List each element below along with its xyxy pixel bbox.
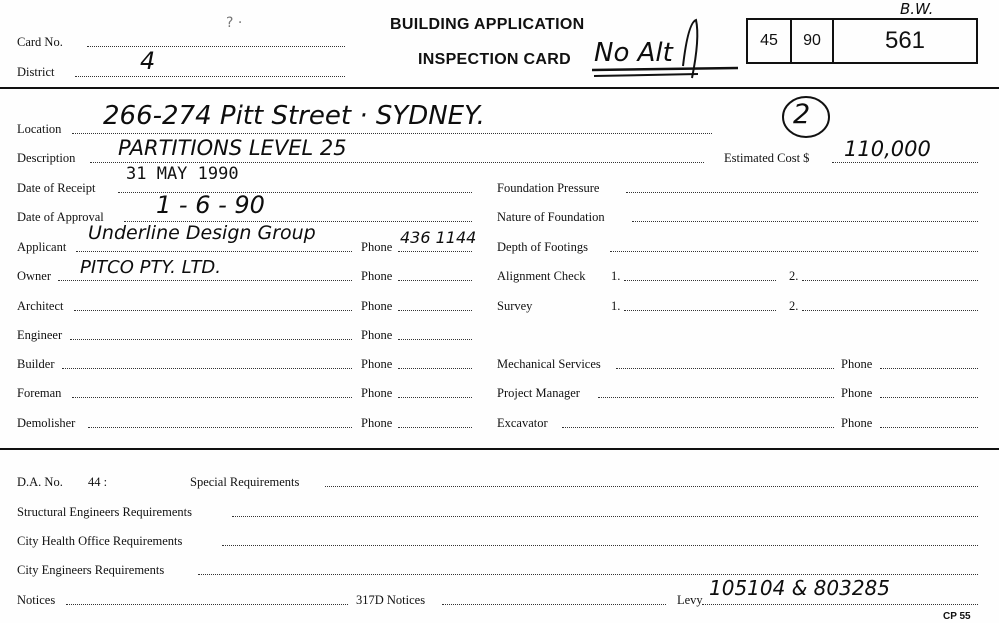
project-manager-line — [598, 397, 834, 398]
builder-phone-line — [398, 368, 472, 369]
description-value: PARTITIONS LEVEL 25 — [118, 136, 347, 160]
levy-line — [702, 604, 978, 605]
alignment-check-line1 — [624, 280, 776, 281]
alignment-check-line2 — [802, 280, 978, 281]
special-requirements-line — [325, 486, 978, 487]
survey-n1: 1. — [611, 299, 621, 313]
depth-of-footings-label: Depth of Footings — [497, 240, 588, 254]
levy-label: Levy — [677, 593, 703, 607]
engineer-label: Engineer — [17, 328, 63, 342]
foreman-label: Foreman — [17, 386, 62, 400]
foundation-pressure-label: Foundation Pressure — [497, 181, 600, 195]
owner-phone-label: Phone — [361, 269, 393, 283]
alignment-check-label: Alignment Check — [497, 269, 586, 283]
city-health-label: City Health Office Requirements — [17, 534, 183, 548]
foreman-line — [72, 397, 352, 398]
mechanical-services-line — [616, 368, 834, 369]
builder-line — [62, 368, 352, 369]
notices-317d-label: 317D Notices — [356, 593, 426, 607]
structural-engineers-line — [232, 516, 978, 517]
levy-value: 105104 & 803285 — [709, 576, 891, 600]
nature-of-foundation-line — [632, 221, 978, 222]
demolisher-phone-line — [398, 427, 472, 428]
code1-cell: 45 — [760, 32, 778, 49]
header-rule — [0, 87, 999, 89]
engineer-phone-label: Phone — [361, 328, 393, 342]
card-no-line — [87, 46, 345, 47]
estimated-cost-value: 110,000 — [844, 137, 931, 161]
applicant-phone-value: 436 1144 — [400, 228, 477, 247]
excavator-phone-label: Phone — [841, 416, 873, 430]
architect-line — [74, 310, 352, 311]
district-value: 4 — [140, 47, 156, 75]
date-of-receipt-value: 31 MAY 1990 — [126, 164, 239, 184]
notices-label: Notices — [17, 593, 56, 607]
applicant-line — [76, 251, 352, 252]
owner-phone-line — [398, 280, 472, 281]
date-of-approval-value: 1 - 6 - 90 — [156, 191, 265, 219]
location-line — [72, 133, 712, 134]
owner-label: Owner — [17, 269, 52, 283]
district-line — [75, 76, 345, 77]
applicant-value: Underline Design Group — [88, 222, 316, 244]
demolisher-line — [88, 427, 352, 428]
date-of-receipt-label: Date of Receipt — [17, 181, 96, 195]
location-label: Location — [17, 122, 62, 136]
survey-label: Survey — [497, 299, 533, 313]
foreman-phone-line — [398, 397, 472, 398]
estimated-cost-line — [832, 162, 978, 163]
owner-line — [58, 280, 352, 281]
card-number-cell: 561 — [884, 27, 926, 54]
alignment-check-n2: 2. — [789, 269, 799, 283]
excavator-phone-line — [880, 427, 978, 428]
project-manager-phone-line — [880, 397, 978, 398]
depth-of-footings-line — [610, 251, 978, 252]
excavator-label: Excavator — [497, 416, 548, 430]
initials-annotation: B.W. — [900, 0, 934, 18]
special-requirements-label: Special Requirements — [190, 475, 300, 489]
survey-line1 — [624, 310, 776, 311]
estimated-cost-label: Estimated Cost $ — [724, 151, 810, 165]
survey-line2 — [802, 310, 978, 311]
demolisher-label: Demolisher — [17, 416, 76, 430]
city-engineers-label: City Engineers Requirements — [17, 563, 165, 577]
foundation-pressure-line — [626, 192, 978, 193]
nature-of-foundation-label: Nature of Foundation — [497, 210, 605, 224]
card-title-line1: BUILDING APPLICATION — [390, 16, 585, 33]
project-manager-label: Project Manager — [497, 386, 580, 400]
owner-value: PITCO PTY. LTD. — [80, 257, 221, 278]
builder-phone-label: Phone — [361, 357, 393, 371]
foreman-phone-label: Phone — [361, 386, 393, 400]
notices-line — [66, 604, 348, 605]
project-manager-phone-label: Phone — [841, 386, 873, 400]
da-no-value: 44 : — [88, 475, 108, 489]
alignment-check-n1: 1. — [611, 269, 621, 283]
builder-label: Builder — [17, 357, 55, 371]
description-label: Description — [17, 151, 76, 165]
notices-317d-line — [442, 604, 666, 605]
city-engineers-line — [198, 574, 978, 575]
architect-label: Architect — [17, 299, 64, 313]
applicant-phone-line — [398, 251, 472, 252]
location-value: 266-274 Pitt Street · SYDNEY. — [103, 101, 485, 131]
date-of-approval-label: Date of Approval — [17, 210, 104, 224]
da-no-label: D.A. No. — [17, 475, 63, 489]
form-code: CP 55 — [943, 611, 971, 622]
description-line — [90, 162, 704, 163]
structural-engineers-label: Structural Engineers Requirements — [17, 505, 192, 519]
card-number-box — [746, 18, 978, 64]
engineer-phone-line — [398, 339, 472, 340]
architect-phone-label: Phone — [361, 299, 393, 313]
mechanical-services-phone-label: Phone — [841, 357, 873, 371]
circled-number: 2 — [793, 99, 811, 130]
demolisher-phone-label: Phone — [361, 416, 393, 430]
section-rule — [0, 448, 999, 450]
architect-phone-line — [398, 310, 472, 311]
code2-cell: 90 — [803, 32, 821, 49]
mechanical-services-label: Mechanical Services — [497, 357, 601, 371]
mechanical-services-phone-line — [880, 368, 978, 369]
survey-n2: 2. — [789, 299, 799, 313]
city-health-line — [222, 545, 978, 546]
struck-annotation: No Alt — [594, 38, 673, 68]
applicant-phone-label: Phone — [361, 240, 393, 254]
engineer-line — [70, 339, 352, 340]
card-no-value: ? · — [226, 15, 243, 31]
excavator-line — [562, 427, 834, 428]
strike-lines — [588, 18, 758, 88]
card-no-label: Card No. — [17, 35, 63, 49]
district-label: District — [17, 65, 55, 79]
applicant-label: Applicant — [17, 240, 67, 254]
card-title-line2: INSPECTION CARD — [418, 51, 571, 68]
